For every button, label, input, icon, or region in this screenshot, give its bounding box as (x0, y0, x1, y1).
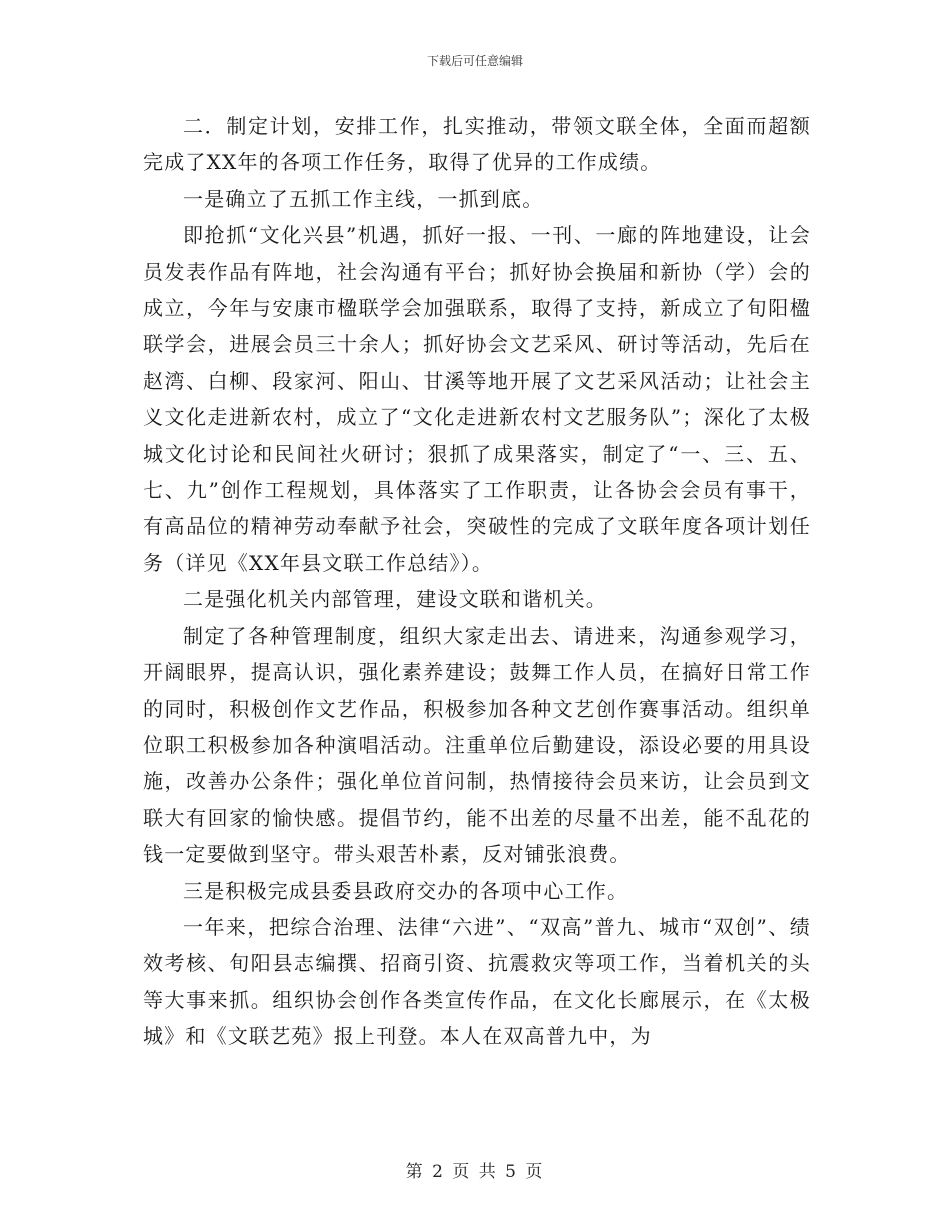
paragraph: 即抢抓“文化兴县”机遇，抓好一报、一刊、一廊的阵地建设，让会员发表作品有阵地，社会沟通有平台；抓好协会换届和新协（学）会的成立，今年与安康市楹联学会加强联系，取得了支持，新成立了旬阳楹联学会，进展会员三十余人；抓好协会文艺采风、研讨等活动，先后在赵湾、白柳、段家河、阳山、甘溪等地开展了文艺采风活动；让社会主义文化走进新农村，成立了“文化走进新农村文艺服务队”；深化了太极城文化讨论和民间社火研讨；狠抓了成果落实，制定了“一、三、五、七、九”创作工程规划，具体落实了工作职责，让各协会会员有事干，有高品位的精神劳动奉献予社会，突破性的完成了文联年度各项计划任务（详见《XX年县文联工作总结》）。 (143, 223, 811, 575)
paragraph: 三是积极完成县委县政府交办的各项中心工作。 (183, 878, 629, 903)
paragraph: 一年来，把综合治理、法律“六进”、“双高”普九、城市“双创”、绩效考核、旬阳县志编撰、招商引资、抗震救灾等项工作，当着机关的头等大事来抓。组织协会创作各类宣传作品，在文化长廊展示，在《太极城》和《文联艺苑》报上刊登。本人在双高普九中，为 (143, 914, 811, 1049)
page-header-note: 下载后可任意编辑 (426, 54, 523, 68)
paragraph: 二是强化机关内部管理，建设文联和谐机关。 (183, 587, 607, 612)
paragraph: 制定了各种管理制度，组织大家走出去、请进来，沟通参观学习，开阔眼界，提高认识，强化素养建设；鼓舞工作人员，在搞好日常工作的同时，积极创作文艺作品，积极参加各种文艺创作赛事活动。组织单位职工积极参加各种演唱活动。注重单位后勤建设，添设必要的用具设施，改善办公条件；强化单位首问制，热情接待会员来访，让会员到文联大有回家的愉快感。提倡节约，能不出差的尽量不出差，能不乱花的钱一定要做到坚守。带头艰苦朴素，反对铺张浪费。 (143, 623, 811, 867)
document-body (143, 108, 811, 1055)
paragraph: 一是确立了五抓工作主线，一抓到底。 (183, 186, 544, 211)
page-number: 第 2 页 共 5 页 (405, 1162, 545, 1182)
paragraph: 二．制定计划，安排工作，扎实推动，带领文联全体，全面而超额完成了XX年的各项工作任务，取得了优异的工作成绩。 (143, 114, 811, 175)
